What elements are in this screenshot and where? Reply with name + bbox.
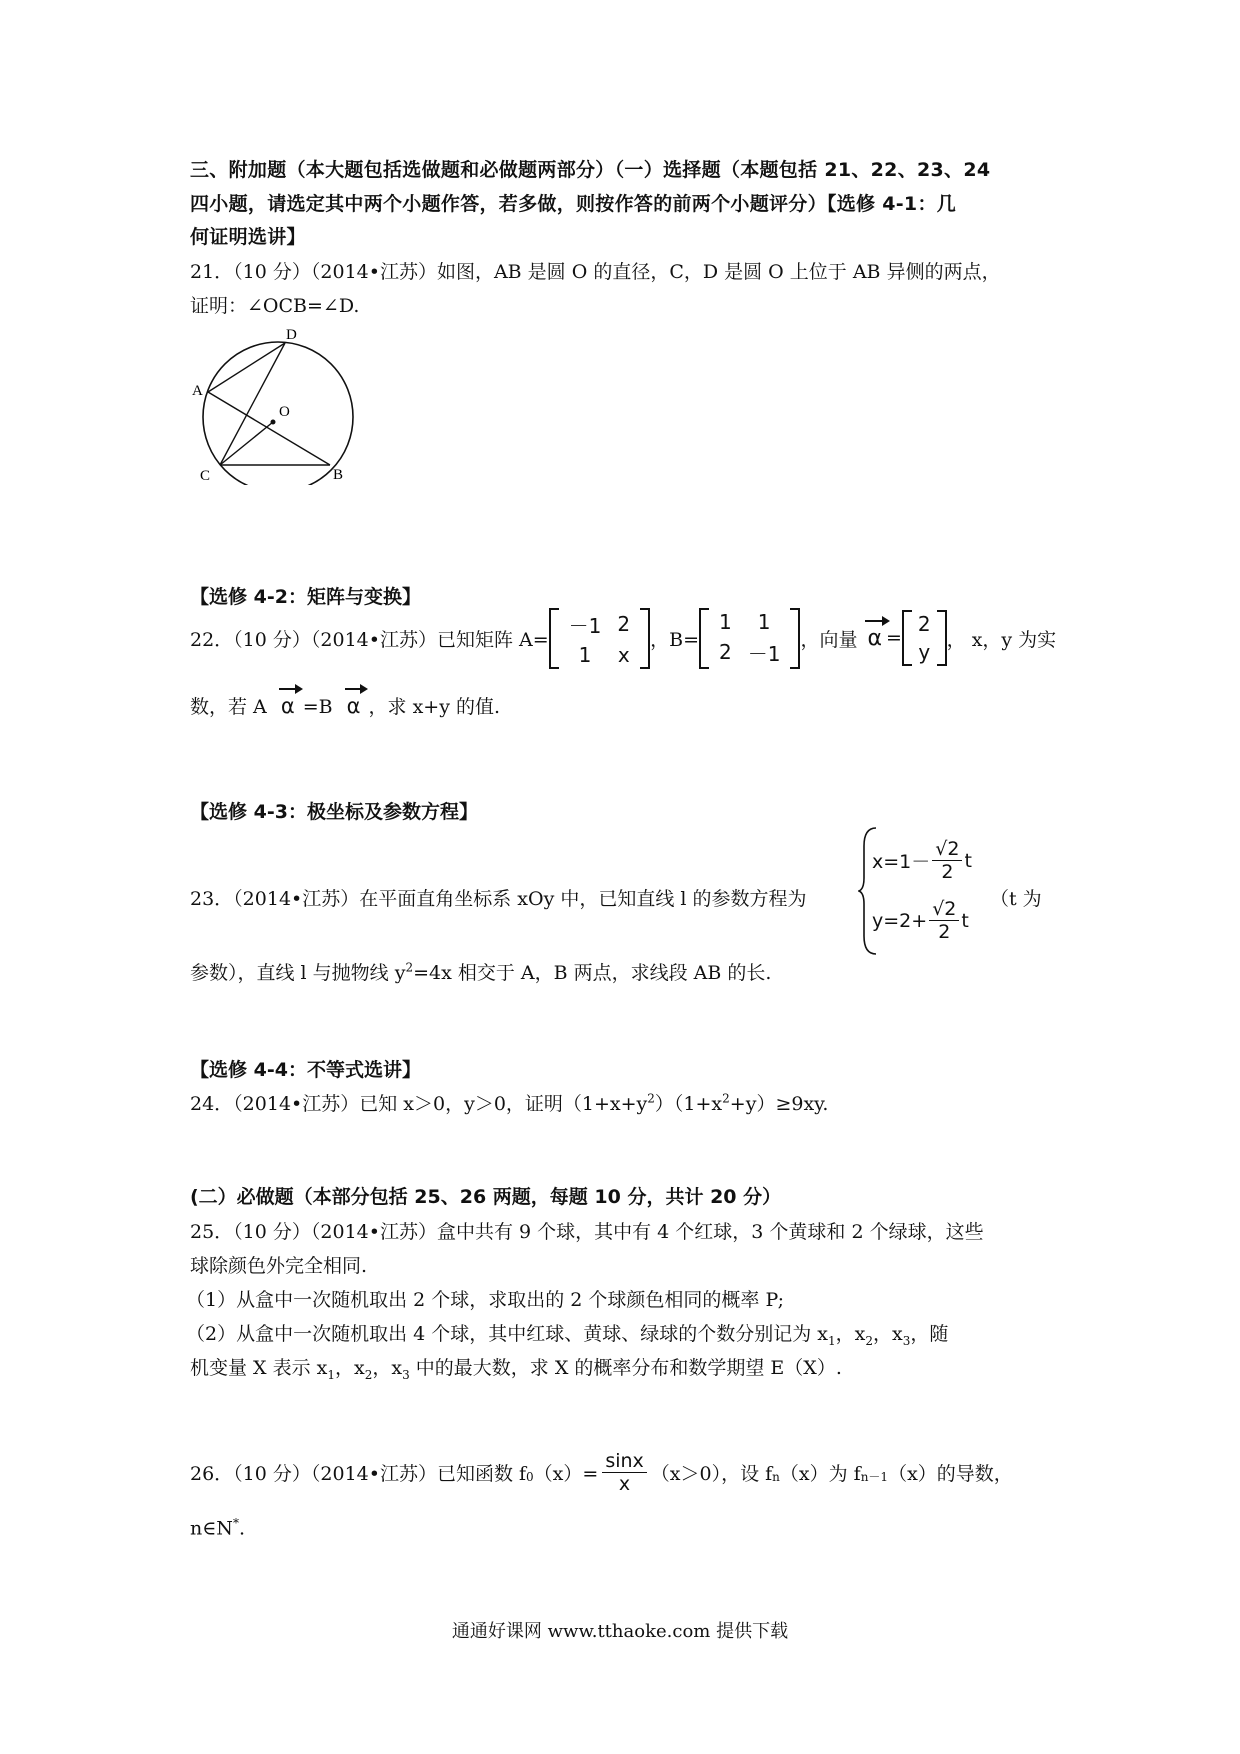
section-title-line3: 何证明选讲】 xyxy=(190,226,306,248)
q25-line3: （1）从盒中一次随机取出 2 个球，求取出的 2 个球颜色相同的概率 P; xyxy=(186,1289,784,1311)
q25-line2: 球除颜色外完全相同. xyxy=(190,1255,368,1277)
q21-line2: 证明：∠OCB=∠D. xyxy=(190,295,360,317)
matrix-b-cell: 2 xyxy=(719,640,732,664)
label-d: D xyxy=(286,327,297,343)
segment-ad xyxy=(208,343,285,392)
q25-line1: 25．（10 分）（2014•江苏）盒中共有 9 个球，其中有 4 个红球，3 个黄球和 2 个绿球，这些 xyxy=(190,1221,984,1243)
matrix-a xyxy=(549,608,650,669)
q22-l2-c: ，求 x+y 的值. xyxy=(368,696,501,718)
matrix-b-cell: －1 xyxy=(747,641,781,666)
q24-line: 24．（2014•江苏）已知 x＞0，y＞0，证明$(1+x+y^2)(1+x^2+y)\ge 9xy$. xyxy=(190,1091,829,1115)
q23-line2: 参数），直线 l 与抛物线 $y^2=4x$ 相交于 A，B 两点，求线段 AB 的长. xyxy=(190,960,772,984)
label-o: O xyxy=(279,404,290,420)
circle-o xyxy=(203,342,353,485)
segment-cd xyxy=(220,343,285,465)
point-o xyxy=(271,420,276,425)
elective-4-2-title: 【选修 4-2：矩阵与变换】 xyxy=(190,586,421,608)
alpha-vector-symbol: α xyxy=(281,694,295,718)
matrix-a-cell: x xyxy=(617,642,630,667)
elective-4-3-title: 【选修 4-3：极坐标及参数方程】 xyxy=(190,801,478,823)
vector-cell: y xyxy=(918,640,931,664)
q23-prefix: 23．（2014•江苏）在平面直角坐标系 xOy 中，已知直线 l 的参数方程为 xyxy=(190,888,807,910)
label-b: B xyxy=(333,467,344,483)
q22-line1 xyxy=(190,608,1056,668)
q22-prefix: 22．（10 分）（2014•江苏）已知矩阵 A= xyxy=(190,628,549,651)
q22-eq: = xyxy=(886,627,902,649)
q23-suffix: （t 为 xyxy=(990,888,1042,910)
param-eq-y: y=2+ $\frac{√2}{2}$ t xyxy=(872,898,969,943)
label-c: C xyxy=(200,468,211,484)
q25-line4: （2）从盒中一次随机取出 4 个球，其中红球、黄球、绿球的个数分别记为 $x_1$，$x_2$，$x_3$，随 xyxy=(186,1323,949,1348)
q26-line2: n∈N*. xyxy=(190,1516,245,1540)
elective-4-4-title: 【选修 4-4：不等式选讲】 xyxy=(190,1059,421,1081)
matrix-b-cell: 1 xyxy=(719,609,732,634)
segment-co xyxy=(220,422,273,465)
q21-line1: 21．（10 分）（2014•江苏）如图，AB 是圆 O 的直径，C，D 是圆 O 上位于 AB 异侧的两点， xyxy=(190,261,1001,283)
q26-line1: 26．（10 分）（2014•江苏）已知函数 f $_0$ （x）= $\frac{\sin x}{x}$ （x＞0），设 f $_n$ （x）为 f $_{n-1}$ （x）的导数， xyxy=(190,1450,1013,1495)
matrix-b xyxy=(699,608,800,669)
vector-cell: 2 xyxy=(917,612,931,636)
section-title-line1: 三、附加题（本大题包括选做题和必做题两部分）（一）选择题（本题包括 21、22、23、24 xyxy=(190,159,991,181)
label-a: A xyxy=(192,383,203,399)
q22-sep-b: ，B= xyxy=(650,628,699,651)
section-title-line2: 四小题，请选定其中两个小题作答，若多做，则按作答的前两个小题评分）【选修 4-1：几 xyxy=(190,193,957,215)
matrix-a-cell: －1 xyxy=(568,613,602,638)
circle-figure xyxy=(180,320,360,485)
alpha-vector-symbol: α xyxy=(347,694,361,718)
matrix-a-cell: 2 xyxy=(617,612,631,636)
q23-line1 xyxy=(190,884,807,911)
vector-column xyxy=(902,610,947,666)
q22-vector-label: ，向量 xyxy=(800,628,858,651)
alpha-vector-symbol: α xyxy=(867,626,882,651)
param-eq-x: x=1－ $\frac{√2}{2}$ t xyxy=(872,838,972,883)
required-part-title: (二）必做题（本部分包括 25、26 两题，每题 10 分，共计 20 分） xyxy=(190,1186,782,1208)
q22-l2-a: 数，若 A xyxy=(190,696,267,718)
q22-line2 xyxy=(190,692,500,719)
matrix-a-cell: 1 xyxy=(578,642,592,667)
matrix-b-cell: 1 xyxy=(757,609,771,634)
q25-line5: 机变量 X 表示 $x_1$，$x_2$，$x_3$ 中的最大数，求 X 的概率分布和数学期望 E（X）. xyxy=(190,1357,842,1382)
page-footer: 通通好课网 www.tthaoke.com 提供下载 xyxy=(451,1621,789,1642)
q22-suffix: ， x，y 为实 xyxy=(946,628,1057,651)
q22-l2-b: =B xyxy=(302,696,333,718)
